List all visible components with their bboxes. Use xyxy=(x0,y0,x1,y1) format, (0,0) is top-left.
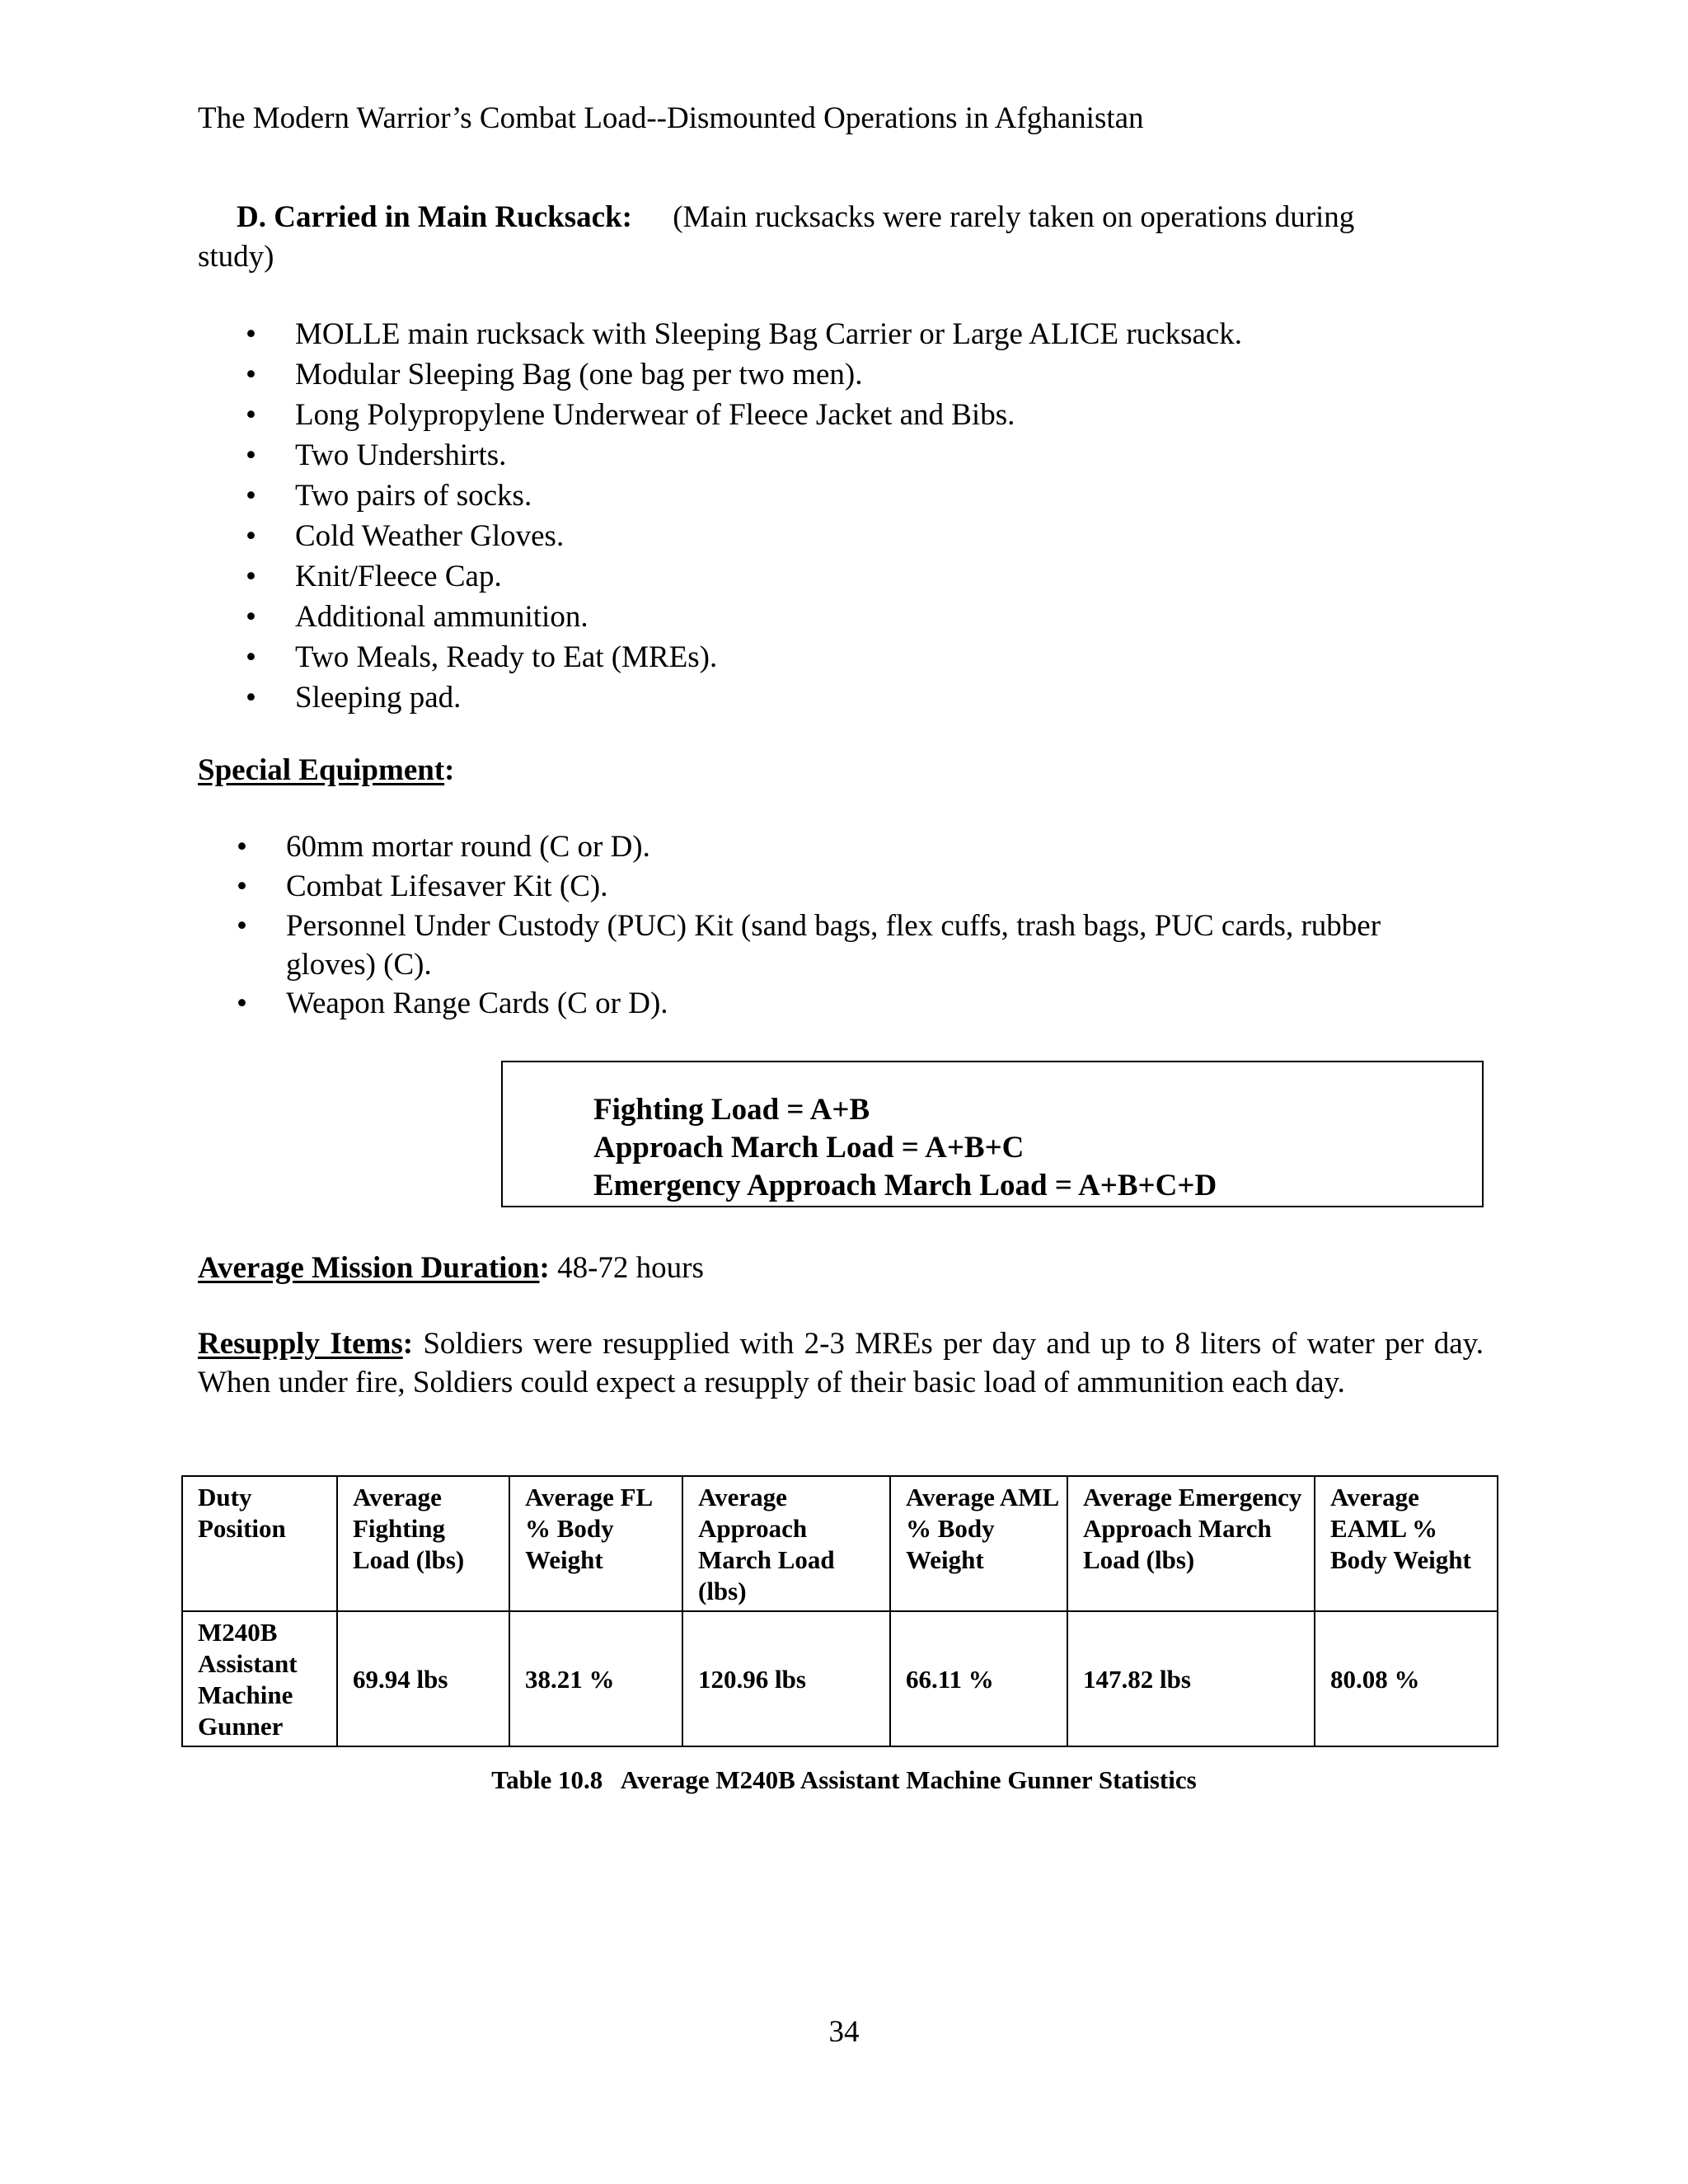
list-item: • Knit/Fleece Cap. xyxy=(295,556,1242,597)
table-header-cell: Average EAML % Body Weight xyxy=(1315,1476,1498,1611)
bullet-icon: • xyxy=(246,479,256,513)
bullet-icon: • xyxy=(246,600,256,634)
table-cell: 80.08 % xyxy=(1315,1611,1498,1746)
table-cell: 120.96 lbs xyxy=(682,1611,890,1746)
table-header-cell: Average Emergency Approach March Load (lbs) xyxy=(1067,1476,1315,1611)
list-item: • Long Polypropylene Underwear of Fleece Jacket and Bibs. xyxy=(295,395,1242,435)
list-item: • Sleeping pad. xyxy=(295,677,1242,718)
table-cell: 66.11 % xyxy=(890,1611,1067,1746)
bullet-icon: • xyxy=(246,398,256,432)
table-header-cell: Average Approach March Load (lbs) xyxy=(682,1476,890,1611)
table-header-cell: Average FL % Body Weight xyxy=(509,1476,682,1611)
statistics-table xyxy=(181,1475,1498,1747)
list-item: • 60mm mortar round (C or D). xyxy=(286,827,1381,867)
list-item: • Modular Sleeping Bag (one bag per two men). xyxy=(295,354,1242,395)
approach-march-load-formula: Approach March Load = A+B+C xyxy=(593,1131,1025,1165)
duty-position-cell: M240B Assistant Machine Gunner xyxy=(182,1611,337,1746)
load-formula-box xyxy=(501,1061,1484,1207)
table-cell: 38.21 % xyxy=(509,1611,682,1746)
resupply-paragraph: Resupply Items: Soldiers were resupplied with 2-3 MREs per day and up to 8 liters of water per day. When under fire, Soldiers could expect a resupply of their basic load of ammunition each day. xyxy=(198,1327,1484,1399)
bullet-icon: • xyxy=(246,438,256,472)
table-header-row xyxy=(182,1476,1498,1611)
list-item: • Personnel Under Custody (PUC) Kit (sand bags, flex cuffs, trash bags, PUC cards, rubber xyxy=(286,907,1381,946)
table-row xyxy=(182,1611,1498,1746)
table-header-cell: Average AML % Body Weight xyxy=(890,1476,1067,1611)
section-d-note-continued: study) xyxy=(198,240,274,274)
bullet-icon: • xyxy=(237,869,247,903)
bullet-icon: • xyxy=(246,560,256,593)
running-header: The Modern Warrior’s Combat Load--Dismounted Operations in Afghanistan xyxy=(198,101,1144,135)
list-item-continuation: gloves) (C). xyxy=(286,948,432,982)
list-item: • Two Meals, Ready to Eat (MREs). xyxy=(295,637,1242,677)
page-number: 34 xyxy=(828,2015,860,2049)
bullet-icon: • xyxy=(246,519,256,553)
list-item: • Two Undershirts. xyxy=(295,435,1242,476)
list-item: • Combat Lifesaver Kit (C). xyxy=(286,867,1381,907)
section-d-heading: D. Carried in Main Rucksack: xyxy=(237,200,632,234)
fighting-load-formula: Fighting Load = A+B xyxy=(593,1093,870,1127)
bullet-icon: • xyxy=(237,830,247,864)
bullet-icon: • xyxy=(246,317,256,351)
list-item: • Additional ammunition. xyxy=(295,597,1242,637)
list-item: • Two pairs of socks. xyxy=(295,476,1242,516)
bullet-icon: • xyxy=(237,987,247,1020)
emergency-approach-march-load-formula: Emergency Approach March Load = A+B+C+D xyxy=(593,1169,1217,1202)
table-cell: 69.94 lbs xyxy=(337,1611,509,1746)
bullet-icon: • xyxy=(246,640,256,674)
table-caption: Table 10.8 Average M240B Assistant Machine Gunner Statistics xyxy=(491,1765,1197,1794)
rucksack-items-list xyxy=(246,314,1243,718)
mission-duration: Average Mission Duration: 48-72 hours xyxy=(198,1251,704,1285)
bullet-icon: • xyxy=(246,681,256,715)
section-d-note: (Main rucksacks were rarely taken on operations during xyxy=(673,200,1355,234)
special-equipment-list xyxy=(237,827,1381,1024)
bullet-icon: • xyxy=(246,358,256,391)
table-header-cell: Average Fighting Load (lbs) xyxy=(337,1476,509,1611)
table-cell: 147.82 lbs xyxy=(1067,1611,1315,1746)
bullet-icon: • xyxy=(237,909,247,943)
section-d-heading-line xyxy=(237,198,1354,237)
table-header-cell: Duty Position xyxy=(182,1476,337,1611)
list-item: • Weapon Range Cards (C or D). xyxy=(286,984,1381,1024)
list-item: • MOLLE main rucksack with Sleeping Bag Carrier or Large ALICE rucksack. xyxy=(295,314,1242,354)
special-equipment-heading: Special Equipment: xyxy=(198,753,455,787)
list-item: • Cold Weather Gloves. xyxy=(295,516,1242,556)
